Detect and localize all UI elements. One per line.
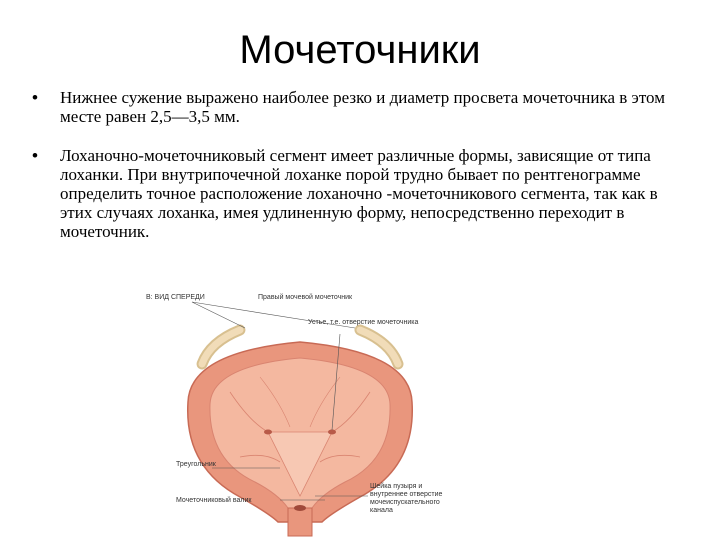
label-right-ureter: Правый мочевой мочеточник bbox=[258, 294, 353, 301]
bladder-diagram bbox=[140, 282, 460, 540]
right-orifice bbox=[328, 430, 336, 435]
bullet-text: Нижнее сужение выражено наиболее резко и диаметр просвета мочеточника в этом месте равен 2,5—3,5 мм. bbox=[60, 88, 665, 126]
urethra bbox=[288, 508, 312, 536]
bullet-icon: • bbox=[32, 146, 38, 165]
label-neck bbox=[370, 482, 444, 514]
label-orifice: Устье, т.е. отверстие мочеточника bbox=[308, 319, 419, 326]
internal-urethral-orifice bbox=[294, 505, 306, 511]
bullet-item bbox=[32, 146, 692, 241]
label-trigone: Треугольник bbox=[176, 461, 216, 468]
label-neck-line: Шейка пузыря и bbox=[370, 483, 423, 490]
label-view: В: ВИД СПЕРЕДИ bbox=[146, 294, 205, 301]
label-neck-line: канала bbox=[370, 507, 393, 514]
bullet-item bbox=[32, 88, 692, 126]
label-neck-line: внутреннее отверстие bbox=[370, 491, 443, 498]
bladder-illustration bbox=[140, 282, 460, 540]
bullet-text: Лоханочно-мочеточниковый сегмент имеет различные формы, зависящие от типа лоханки. При внутрипочечной лоханке порой трудно бывает по рентгенограмме определить точное расположение лоханочно -мочеточникового сегмента, так как в этих случаях лоханка, имея удлиненную форму, непосредственно переходит в мочеточник. bbox=[60, 146, 658, 241]
leader-line bbox=[192, 302, 245, 328]
slide-title: Мочеточники bbox=[239, 28, 481, 72]
label-ureteric-ridge: Мочеточниковый валик bbox=[176, 497, 252, 504]
label-neck-line: мочеиспускательного bbox=[370, 499, 440, 506]
bullet-list bbox=[32, 88, 692, 261]
left-orifice bbox=[264, 430, 272, 435]
bullet-icon: • bbox=[32, 88, 38, 107]
